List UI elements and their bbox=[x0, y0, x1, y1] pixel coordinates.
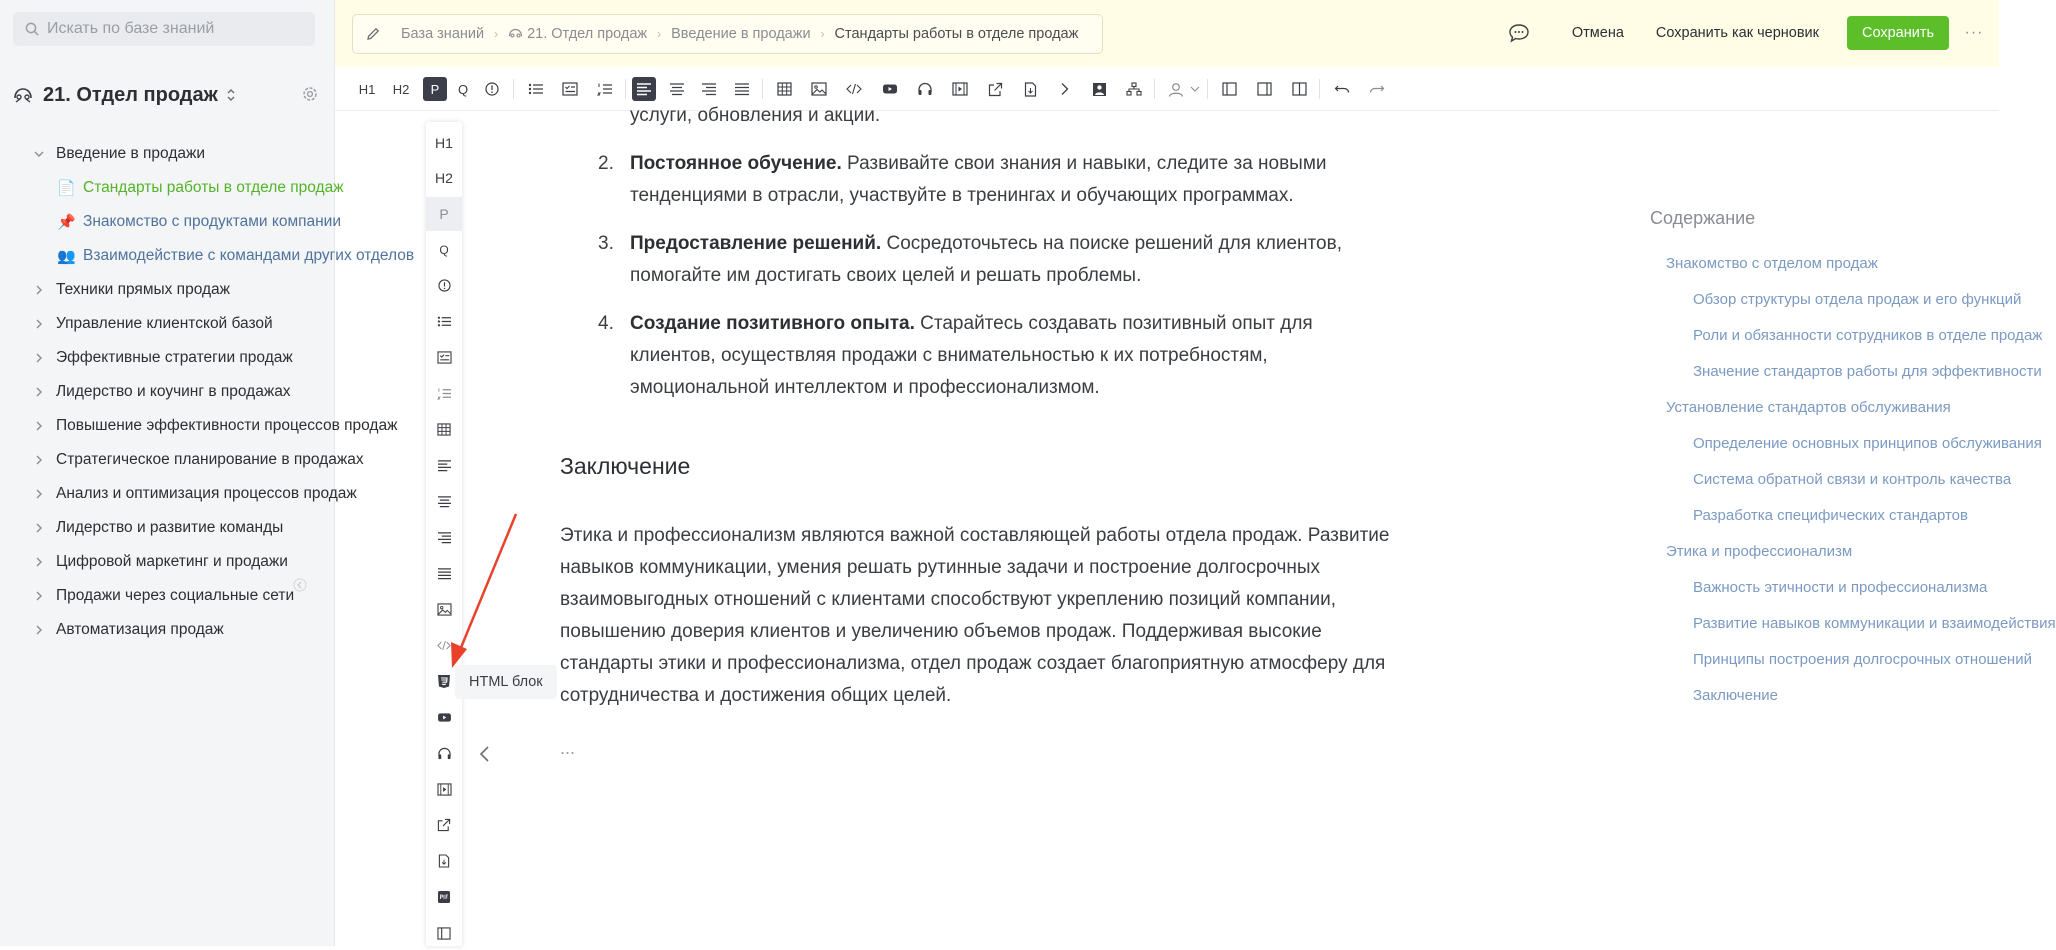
chevron-right-icon[interactable] bbox=[33, 352, 45, 364]
chevron-down-icon[interactable] bbox=[33, 148, 45, 160]
block-table[interactable] bbox=[426, 412, 462, 446]
tree-item-label: Управление клиентской базой bbox=[56, 315, 273, 332]
tree-item[interactable] bbox=[0, 443, 364, 477]
chevron-right-icon bbox=[1060, 82, 1070, 96]
portrait-icon bbox=[1092, 82, 1107, 97]
paragraph: Этика и профессионализм являются важной составляющей работы отдела продаж. Развитие навыков коммуникации, умения решать рутинные задачи и построение долгосрочных взаимовыгодных отношений с клиентами способствуют укреплению позиций компании, повышению доверия клиентов и увеличению объемов продаж. Поддерживая высокие стандарты этики и профессионализма, отдел продаж создает благоприятную атмосферу для сотрудничества и достижения общих целей. bbox=[560, 525, 1390, 706]
block-pdf[interactable] bbox=[426, 880, 462, 914]
list-item bbox=[560, 148, 1400, 212]
chevron-right-icon[interactable] bbox=[33, 386, 45, 398]
video-button[interactable] bbox=[878, 77, 902, 101]
space-icon bbox=[13, 86, 33, 104]
block-checklist[interactable] bbox=[426, 340, 462, 374]
table-icon bbox=[437, 423, 451, 436]
columns-icon bbox=[1292, 82, 1307, 96]
bullet-list-button[interactable] bbox=[524, 77, 548, 101]
film-icon bbox=[952, 82, 968, 96]
tree-item-label: Техники прямых продаж bbox=[56, 281, 231, 298]
breadcrumb-space[interactable]: 21. Отдел продаж bbox=[527, 26, 648, 42]
tree-item-label: Эффективные стратегии продаж bbox=[56, 349, 293, 366]
checklist-icon bbox=[437, 351, 452, 364]
undo-icon bbox=[1334, 83, 1350, 95]
list-item bbox=[560, 228, 1400, 292]
list-number: 3. bbox=[598, 233, 614, 254]
file-icon bbox=[438, 854, 450, 868]
collapse-sidebar-icon[interactable] bbox=[293, 578, 307, 592]
list-item-title: Предоставление решений. bbox=[630, 233, 882, 254]
list-item-text: Развивайте свои знания и навыки, следите за новыми тенденциями в отрасли, участвуйте в тренингах и обучающих программах. bbox=[630, 153, 1327, 206]
tree-item[interactable] bbox=[0, 511, 335, 545]
image-icon bbox=[811, 82, 827, 96]
tree-item[interactable] bbox=[0, 273, 335, 307]
save-draft-button[interactable]: Сохранить как черновик bbox=[1640, 16, 1835, 50]
youtube-icon bbox=[882, 83, 898, 95]
list-item-title: Создание позитивного опыта. bbox=[630, 313, 915, 334]
align-center-icon bbox=[437, 495, 452, 508]
toc-item[interactable]: Обзор структуры отдела продаж и его функций bbox=[1693, 291, 2022, 308]
breadcrumb-root[interactable]: База знаний bbox=[401, 26, 485, 42]
diagram-button[interactable] bbox=[1122, 77, 1146, 101]
annotation-arrow-icon bbox=[440, 510, 520, 670]
columns-button[interactable] bbox=[1287, 77, 1311, 101]
paragraph-button[interactable]: P bbox=[423, 77, 447, 101]
top-bar bbox=[335, 0, 1999, 67]
tree-child-item[interactable] bbox=[0, 239, 415, 273]
table-of-contents bbox=[1650, 208, 2056, 723]
youtube-icon bbox=[437, 712, 452, 723]
file-button[interactable] bbox=[1018, 77, 1042, 101]
pdf-icon bbox=[437, 890, 451, 904]
redo-icon bbox=[1369, 83, 1385, 95]
chevron-down-icon bbox=[1190, 85, 1200, 93]
external-link-icon bbox=[988, 82, 1003, 97]
info-circle-icon bbox=[438, 279, 451, 292]
audio-button[interactable] bbox=[913, 77, 937, 101]
block-audio[interactable] bbox=[426, 736, 462, 770]
external-link-button[interactable] bbox=[983, 77, 1007, 101]
block-media[interactable] bbox=[426, 772, 462, 806]
tree-item[interactable] bbox=[0, 579, 335, 613]
tree-item[interactable] bbox=[0, 477, 357, 511]
align-left-icon bbox=[437, 459, 452, 472]
block-heading2[interactable]: H2 bbox=[435, 170, 453, 186]
top-actions bbox=[1508, 15, 1999, 51]
align-center-icon bbox=[669, 82, 685, 96]
tree-item[interactable] bbox=[0, 613, 335, 647]
empty-paragraph[interactable]: ... bbox=[560, 738, 576, 758]
table-icon bbox=[777, 82, 792, 96]
toc-item[interactable]: Роли и обязанности сотрудников в отделе продаж bbox=[1693, 327, 2043, 344]
tree-item[interactable] bbox=[0, 545, 335, 579]
chevron-right-icon[interactable] bbox=[33, 624, 45, 636]
heading1-button[interactable]: H1 bbox=[358, 81, 376, 97]
list-item bbox=[560, 308, 1400, 404]
tree-item[interactable] bbox=[0, 341, 335, 375]
tree-item-label: Введение в продажи bbox=[56, 145, 206, 162]
checklist-icon bbox=[562, 82, 578, 96]
info-block-button[interactable] bbox=[480, 77, 504, 101]
tree-item-label: Продажи через социальные сети bbox=[56, 587, 295, 604]
block-external-link[interactable] bbox=[426, 808, 462, 842]
chevron-right-icon[interactable] bbox=[33, 420, 45, 432]
list-item-text: Сосредоточьтесь на поиске решений для клиентов, помогайте им достигать своих целей и решать проблемы. bbox=[630, 233, 1342, 286]
external-link-icon bbox=[437, 818, 451, 832]
tooltip: HTML блок bbox=[455, 665, 557, 699]
search-icon bbox=[25, 22, 39, 36]
tree-item-label: Автоматизация продаж bbox=[56, 621, 224, 638]
user-icon bbox=[1168, 82, 1184, 97]
right-panel-button[interactable] bbox=[1252, 77, 1276, 101]
people-icon: 👥 bbox=[57, 248, 76, 265]
block-numbered-list[interactable] bbox=[426, 376, 462, 410]
film-icon bbox=[437, 783, 452, 796]
chevron-right-icon[interactable] bbox=[33, 522, 45, 534]
chevron-left-icon[interactable] bbox=[478, 744, 492, 764]
list-item-text: Старайтесь создавать позитивный опыт для клиентов, осуществляя продажи с внимательностью к их потребностям, эмоциональной интеллектом и профессионализмом. bbox=[630, 313, 1313, 398]
document-icon: 📄 bbox=[57, 180, 76, 197]
space-icon bbox=[508, 27, 523, 41]
file-icon bbox=[1024, 82, 1037, 97]
chevron-right-icon[interactable] bbox=[33, 318, 45, 330]
toc-item[interactable]: Развитие навыков коммуникации и взаимодействия bbox=[1693, 615, 2056, 632]
tree-item-label: Цифровой маркетинг и продажи bbox=[56, 553, 288, 570]
tree-item[interactable] bbox=[0, 137, 335, 171]
tree-item[interactable] bbox=[0, 307, 335, 341]
chevron-updown-icon[interactable] bbox=[226, 87, 236, 103]
diagram-icon bbox=[1126, 82, 1142, 96]
tree-item-label: Стратегическое планирование в продажах bbox=[56, 451, 364, 468]
left-panel-button[interactable] bbox=[1217, 77, 1241, 101]
toc-item[interactable]: Знакомство с отделом продаж bbox=[1666, 255, 1878, 272]
block-paragraph[interactable]: P bbox=[426, 197, 462, 231]
section-heading: Заключение bbox=[560, 453, 691, 479]
chevron-right-icon[interactable] bbox=[33, 284, 45, 296]
breadcrumb-separator-icon: › bbox=[657, 27, 662, 41]
align-left-icon bbox=[636, 82, 652, 96]
breadcrumb-separator-icon: › bbox=[494, 27, 499, 41]
sidebar-left-icon bbox=[1222, 82, 1237, 96]
align-justify-icon bbox=[734, 82, 750, 96]
block-video[interactable] bbox=[426, 700, 462, 734]
breadcrumb bbox=[352, 14, 1103, 54]
media-button[interactable] bbox=[948, 77, 972, 101]
more-options-button[interactable]: ··· bbox=[1949, 24, 1999, 42]
html5-icon bbox=[437, 674, 451, 689]
chevron-right-icon[interactable] bbox=[33, 454, 45, 466]
block-info[interactable] bbox=[426, 268, 462, 302]
numbered-list-icon bbox=[597, 82, 613, 96]
numbered-list-button[interactable] bbox=[593, 77, 617, 101]
headphones-icon bbox=[917, 82, 933, 96]
align-right-icon bbox=[701, 82, 717, 96]
chevron-right-icon[interactable] bbox=[33, 556, 45, 568]
breadcrumb-section[interactable]: Введение в продажи bbox=[671, 26, 811, 42]
toc-item[interactable]: Этика и профессионализм bbox=[1666, 543, 1853, 560]
quote-button[interactable]: Q bbox=[457, 81, 469, 97]
tree-item-label: Анализ и оптимизация процессов продаж bbox=[56, 485, 357, 502]
code-icon bbox=[846, 83, 862, 95]
breadcrumb-separator-icon: › bbox=[820, 27, 825, 41]
align-left-button[interactable] bbox=[632, 77, 656, 101]
chevron-right-icon[interactable] bbox=[33, 488, 45, 500]
toc-item[interactable]: Значение стандартов работы для эффективности bbox=[1693, 363, 2042, 380]
document-body[interactable] bbox=[560, 100, 1400, 764]
tree-item[interactable] bbox=[0, 375, 335, 409]
list-number: 2. bbox=[598, 153, 614, 174]
toc-title: Содержание bbox=[1650, 208, 1756, 228]
save-button[interactable]: Сохранить bbox=[1847, 16, 1949, 50]
mention-dropdown-button[interactable] bbox=[1183, 77, 1207, 101]
headphones-icon bbox=[437, 747, 452, 760]
tree-item-label: Стандарты работы в отделе продаж bbox=[83, 179, 344, 196]
info-circle-icon bbox=[485, 82, 499, 96]
pencil-icon bbox=[365, 26, 381, 42]
tree-child-item[interactable] bbox=[0, 171, 344, 205]
pushpin-icon: 📌 bbox=[57, 214, 76, 231]
portrait-button[interactable] bbox=[1087, 77, 1111, 101]
tree-item[interactable] bbox=[0, 409, 398, 443]
block-file[interactable] bbox=[426, 844, 462, 878]
code-button[interactable] bbox=[842, 77, 866, 101]
chevron-right-icon[interactable] bbox=[33, 590, 45, 602]
toc-item[interactable]: Разработка специфических стандартов bbox=[1693, 507, 1968, 524]
breadcrumb-page: Стандарты работы в отделе продаж bbox=[834, 26, 1079, 42]
toc-item[interactable]: Система обратной связи и контроль качества bbox=[1693, 471, 2012, 488]
space-header[interactable] bbox=[13, 80, 323, 110]
heading2-button[interactable]: H2 bbox=[392, 81, 410, 97]
align-right-button[interactable] bbox=[697, 77, 721, 101]
block-align-left[interactable] bbox=[426, 448, 462, 482]
undo-button[interactable] bbox=[1330, 77, 1354, 101]
search-box[interactable] bbox=[13, 12, 315, 46]
list-item-continuation: услуги, обновления и акции. bbox=[630, 105, 881, 126]
comments-icon[interactable] bbox=[1508, 23, 1530, 43]
block-heading1[interactable]: H1 bbox=[435, 135, 453, 151]
image-button[interactable] bbox=[807, 77, 831, 101]
table-button[interactable] bbox=[772, 77, 796, 101]
toc-item[interactable]: Установление стандартов обслуживания bbox=[1666, 399, 1951, 416]
toc-item[interactable]: Принципы построения долгосрочных отношений bbox=[1693, 651, 2032, 668]
numbered-list-icon bbox=[437, 387, 452, 400]
page-tree bbox=[0, 137, 415, 647]
tree-child-item[interactable] bbox=[0, 205, 341, 239]
redo-button[interactable] bbox=[1365, 77, 1389, 101]
tree-item-label: Лидерство и коучинг в продажах bbox=[56, 383, 291, 400]
list-item-title: Постоянное обучение. bbox=[630, 153, 842, 174]
tree-item-label: Повышение эффективности процессов продаж bbox=[56, 417, 398, 434]
search-input[interactable] bbox=[47, 20, 297, 38]
tree-item-label: Лидерство и развитие команды bbox=[56, 519, 284, 536]
bullet-list-icon bbox=[437, 315, 452, 328]
space-title: 21. Отдел продаж bbox=[43, 83, 218, 106]
bullet-list-icon bbox=[528, 82, 544, 96]
sidebar-right-icon bbox=[1257, 82, 1272, 96]
toc-item[interactable]: Важность этичности и профессионализма bbox=[1693, 579, 1988, 596]
checklist-button[interactable] bbox=[558, 77, 582, 101]
collapse-button[interactable] bbox=[1053, 77, 1077, 101]
tree-item-label: Взаимодействие с командами других отделов bbox=[83, 247, 415, 264]
sidebar-left-icon bbox=[437, 927, 451, 940]
cancel-button[interactable]: Отмена bbox=[1556, 16, 1640, 50]
block-bullet-list[interactable] bbox=[426, 304, 462, 338]
toc-item[interactable]: Заключение bbox=[1693, 687, 1778, 704]
list-number: 4. bbox=[598, 313, 614, 334]
toc-item[interactable]: Определение основных принципов обслуживания bbox=[1693, 435, 2042, 452]
gear-icon[interactable] bbox=[301, 85, 319, 103]
block-left-panel[interactable] bbox=[426, 916, 462, 950]
align-center-button[interactable] bbox=[665, 77, 689, 101]
align-justify-button[interactable] bbox=[730, 77, 754, 101]
block-quote[interactable]: Q bbox=[439, 243, 449, 257]
tree-item-label: Знакомство с продуктами компании bbox=[83, 213, 341, 230]
